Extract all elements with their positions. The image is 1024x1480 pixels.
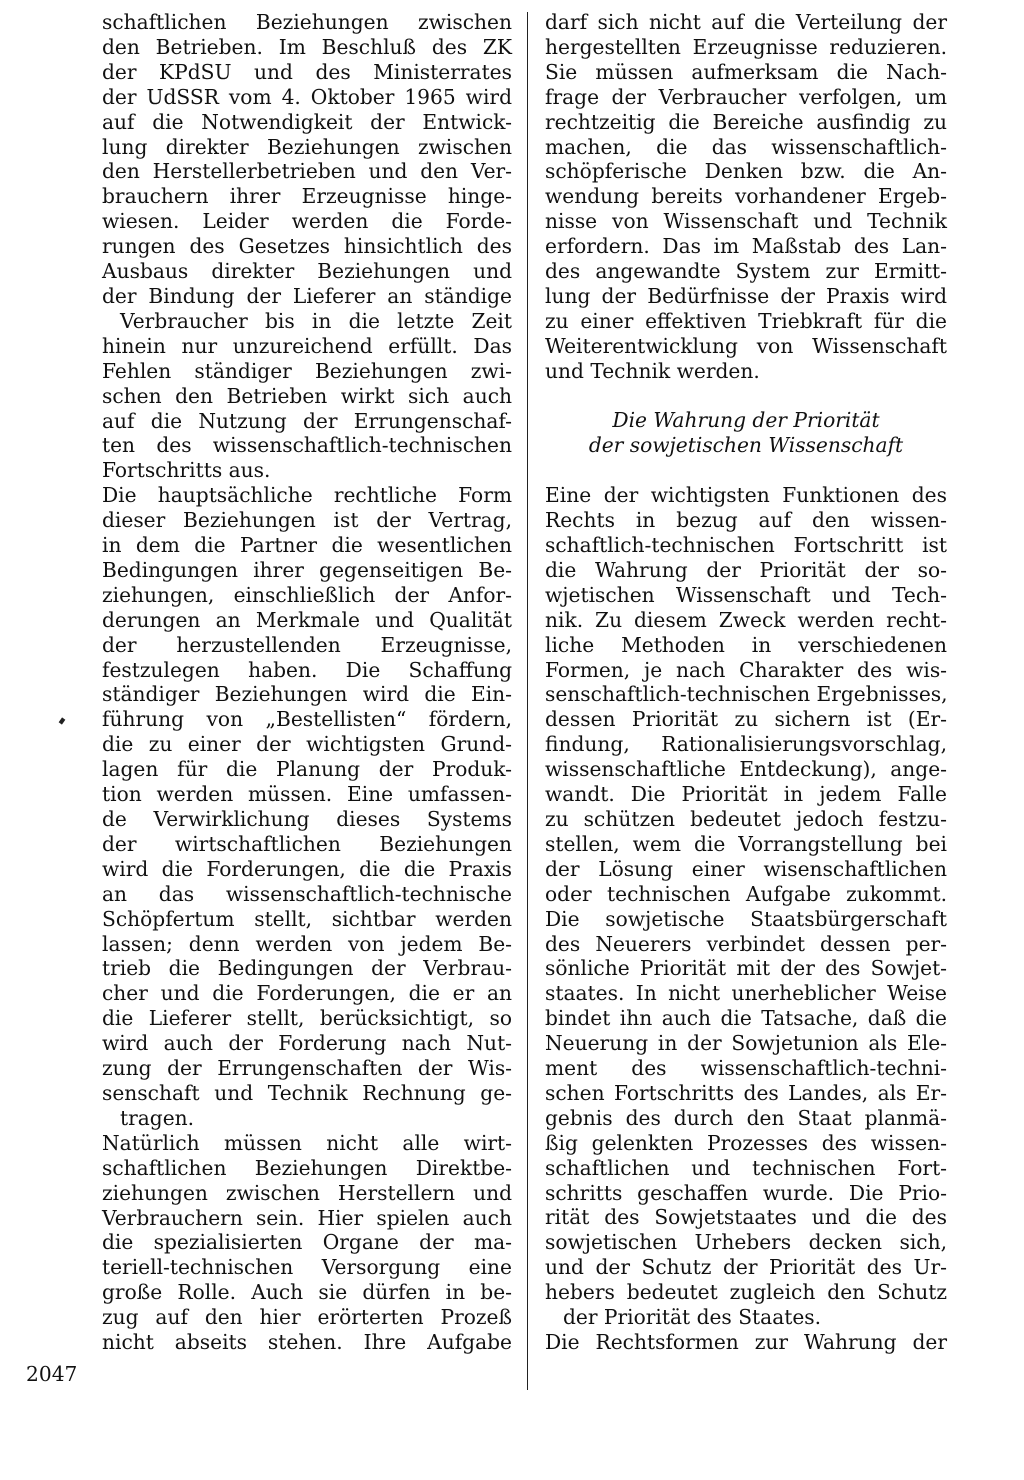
text-line: tragen. (120, 1105, 195, 1130)
text-line: Schöpfertum stellt, sichtbar werden (102, 906, 512, 931)
text-line: derungen an Merkmale und Qualität (102, 607, 512, 632)
text-line: tion werden müssen. Eine umfassen- (102, 782, 512, 807)
text-line: nicht abseits stehen. Ihre Aufgabe (102, 1330, 512, 1355)
text-line: wandt. Die Priorität in jedem Falle (545, 782, 947, 807)
text-line: schaftlichen und technischen Fort- (545, 1155, 947, 1180)
text-line: brauchern ihrer Erzeugnisse hinge- (102, 184, 512, 209)
text-line: des angewandte System zur Ermitt- (545, 259, 947, 284)
text-line: sönliche Priorität mit der des Sowjet- (545, 956, 947, 981)
text-line: Verbraucher bis in die letzte Zeit (120, 308, 512, 333)
text-line: cher und die Forderungen, die er an (102, 981, 512, 1006)
text-line: Eine der wichtigsten Funktionen des (545, 483, 947, 508)
text-line: schritts geschaffen wurde. Die Prio- (545, 1180, 947, 1205)
text-line: ziehungen, einschließlich der Anfor- (102, 582, 512, 607)
text-line: liche Methoden in verschiedenen (545, 632, 947, 657)
text-line: staates. In nicht unerheblicher Weise (545, 981, 947, 1006)
text-line: zu einer effektiven Triebkraft für die (545, 308, 947, 333)
text-line: wird auch der Forderung nach Nut- (102, 1031, 512, 1056)
text-line: rungen des Gesetzes hinsichtlich des (102, 234, 512, 259)
text-line: und der Schutz der Priorität des Ur- (545, 1255, 947, 1280)
text-line: wendung bereits vorhandener Ergeb- (545, 184, 947, 209)
text-line: lung direkter Beziehungen zwischen (102, 134, 512, 159)
text-line: gebnis des durch den Staat planmä- (545, 1105, 947, 1130)
text-line: lassen; denn werden von jedem Be- (102, 931, 512, 956)
text-line: der Priorität des Staates. (563, 1305, 822, 1330)
text-line: Formen, je nach Charakter des wis- (545, 657, 947, 682)
text-line: nisse von Wissenschaft und Technik (545, 209, 947, 234)
text-line: schaftlich-technischen Fortschritt ist (545, 533, 947, 557)
text-line: Die hauptsächliche rechtliche Form (102, 483, 512, 508)
text-line: der KPdSU und des Ministerrates (102, 59, 512, 84)
text-line: hergestellten Erzeugnisse reduzieren. (545, 34, 947, 59)
text-line: den Herstellerbetrieben und den Ver- (102, 159, 512, 184)
stray-ink-mark (59, 717, 66, 724)
text-line: die zu einer der wichtigsten Grund- (102, 732, 512, 757)
text-line: schen Fortschritts des Landes, als Er- (545, 1080, 947, 1105)
text-line: wjetischen Wissenschaft und Tech- (545, 582, 947, 607)
text-line: Natürlich müssen nicht alle wirt- (102, 1130, 512, 1155)
text-line: ständiger Beziehungen wird die Ein- (102, 682, 512, 707)
text-line: lung der Bedürfnisse der Praxis wird (545, 283, 947, 308)
text-line: führung von „Bestellisten“ fördern, (102, 707, 512, 732)
text-line: sowjetischen Urhebers decken sich, (545, 1230, 947, 1255)
text-line: wird die Forderungen, die die Praxis (102, 856, 512, 881)
text-line: der herzustellenden Erzeugnisse, (102, 632, 512, 657)
text-line: rität des Sowjetstaates und die des (545, 1205, 947, 1230)
text-line: stellen, wem die Vorrangstellung bei (545, 831, 947, 856)
text-line: Sie müssen aufmerksam die Nach- (545, 59, 947, 84)
text-line: der UdSSR vom 4. Oktober 1965 wird (102, 84, 512, 109)
text-line: machen, die das wissenschaftlich- (545, 134, 947, 159)
text-line: hinein nur unzureichend erfüllt. Das (102, 333, 512, 358)
text-line: ßig gelenkten Prozesses des wissen- (545, 1130, 947, 1155)
text-line: senschaft und Technik Rechnung ge- (102, 1080, 512, 1105)
text-line: der Bindung der Lieferer an ständige (102, 283, 512, 308)
text-line: oder technischen Aufgabe zukommt. (545, 881, 947, 906)
text-line: des Neuerers verbindet dessen per- (545, 931, 947, 956)
text-line: schaftlichen Beziehungen Direktbe- (102, 1155, 512, 1180)
text-line: schöpferische Denken bzw. die An- (545, 159, 947, 184)
text-line: festzulegen haben. Die Schaffung (102, 657, 512, 682)
text-line: dieser Beziehungen ist der Vertrag, (102, 508, 512, 533)
text-line: frage der Verbraucher verfolgen, um (545, 84, 947, 109)
column-divider (527, 12, 528, 1390)
text-line: nik. Zu diesem Zweck werden recht- (545, 607, 947, 632)
text-line: Fortschritts aus. (102, 458, 271, 483)
text-line: Fehlen ständiger Beziehungen zwi- (102, 358, 512, 383)
text-line: ten des wissenschaftlich-technischen (102, 433, 512, 458)
spacer (545, 384, 947, 409)
text-line: de Verwirklichung dieses Systems (102, 807, 512, 831)
text-line: teriell-technischen Versorgung eine (102, 1255, 512, 1280)
text-line: hebers bedeutet zugleich den Schutz (545, 1280, 947, 1305)
text-line: schen den Betrieben wirkt sich auch (102, 383, 512, 408)
left-column (102, 10, 512, 1355)
text-line: der Lösung einer wisenschaftlichen (545, 856, 947, 881)
text-line: große Rolle. Auch sie dürfen in be- (102, 1280, 512, 1305)
text-line: Rechts in bezug auf den wissen- (545, 508, 947, 533)
section-heading: Die Wahrung der Priorität (612, 408, 880, 433)
text-line: lagen für die Planung der Produk- (102, 757, 512, 782)
text-line: Weiterentwicklung von Wissenschaft (545, 333, 947, 358)
text-line: Ausbaus direkter Beziehungen und (102, 259, 512, 284)
text-line: den Betrieben. Im Beschluß des ZK (102, 34, 512, 59)
text-line: die Lieferer stellt, berücksichtigt, so (102, 1006, 512, 1031)
spacer (545, 458, 947, 483)
text-line: wissenschaftliche Entdeckung), ange- (545, 757, 947, 782)
text-line: senschaftlich-technischen Ergebnisses, (545, 682, 948, 707)
text-line: und Technik werden. (545, 358, 760, 383)
page-number: 2047 (26, 1362, 78, 1386)
text-line: Verbrauchern sein. Hier spielen auch (102, 1205, 512, 1230)
text-line: trieb die Bedingungen der Verbrau- (102, 956, 512, 981)
text-line: Neuerung in der Sowjetunion als Ele- (545, 1031, 947, 1056)
text-line: rechtzeitig die Bereiche ausfindig zu (545, 109, 947, 134)
text-line: ziehungen zwischen Herstellern und (102, 1180, 512, 1205)
text-line: bindet ihn auch die Tatsache, daß die (545, 1006, 947, 1031)
text-line: in dem die Partner die wesentlichen (102, 533, 512, 558)
text-line: auf die Nutzung der Errungenschaf- (102, 408, 512, 433)
text-line: Bedingungen ihrer gegenseitigen Be- (102, 557, 512, 582)
text-line: dessen Priorität zu sichern ist (Er- (545, 707, 947, 732)
text-line: an das wissenschaftlich-technische (102, 881, 512, 906)
text-line: die Wahrung der Priorität der so- (545, 557, 947, 582)
text-line: findung, Rationalisierungsvorschlag, (545, 732, 947, 757)
text-line: die spezialisierten Organe der ma- (102, 1230, 512, 1255)
text-line: schaftlichen Beziehungen zwischen (102, 10, 512, 34)
text-line: zug auf den hier erörterten Prozeß (102, 1305, 512, 1330)
text-line: Die sowjetische Staatsbürgerschaft (545, 906, 947, 931)
text-line: Die Rechtsformen zur Wahrung der (545, 1330, 947, 1354)
right-column (545, 10, 947, 1355)
text-line: zu schützen bedeutet jedoch festzu- (545, 806, 947, 831)
section-heading: der sowjetischen Wissenschaft (588, 433, 904, 458)
text-line: ment des wissenschaftlich-techni- (545, 1056, 947, 1081)
text-line: darf sich nicht auf die Verteilung der (545, 10, 947, 34)
text-line: erfordern. Das im Maßstab des Lan- (545, 234, 947, 259)
text-line: zung der Errungenschaften der Wis- (102, 1056, 512, 1081)
text-line: der wirtschaftlichen Beziehungen (102, 831, 512, 856)
text-line: auf die Notwendigkeit der Entwick- (102, 109, 512, 134)
text-line: wiesen. Leider werden die Forde- (102, 209, 512, 234)
